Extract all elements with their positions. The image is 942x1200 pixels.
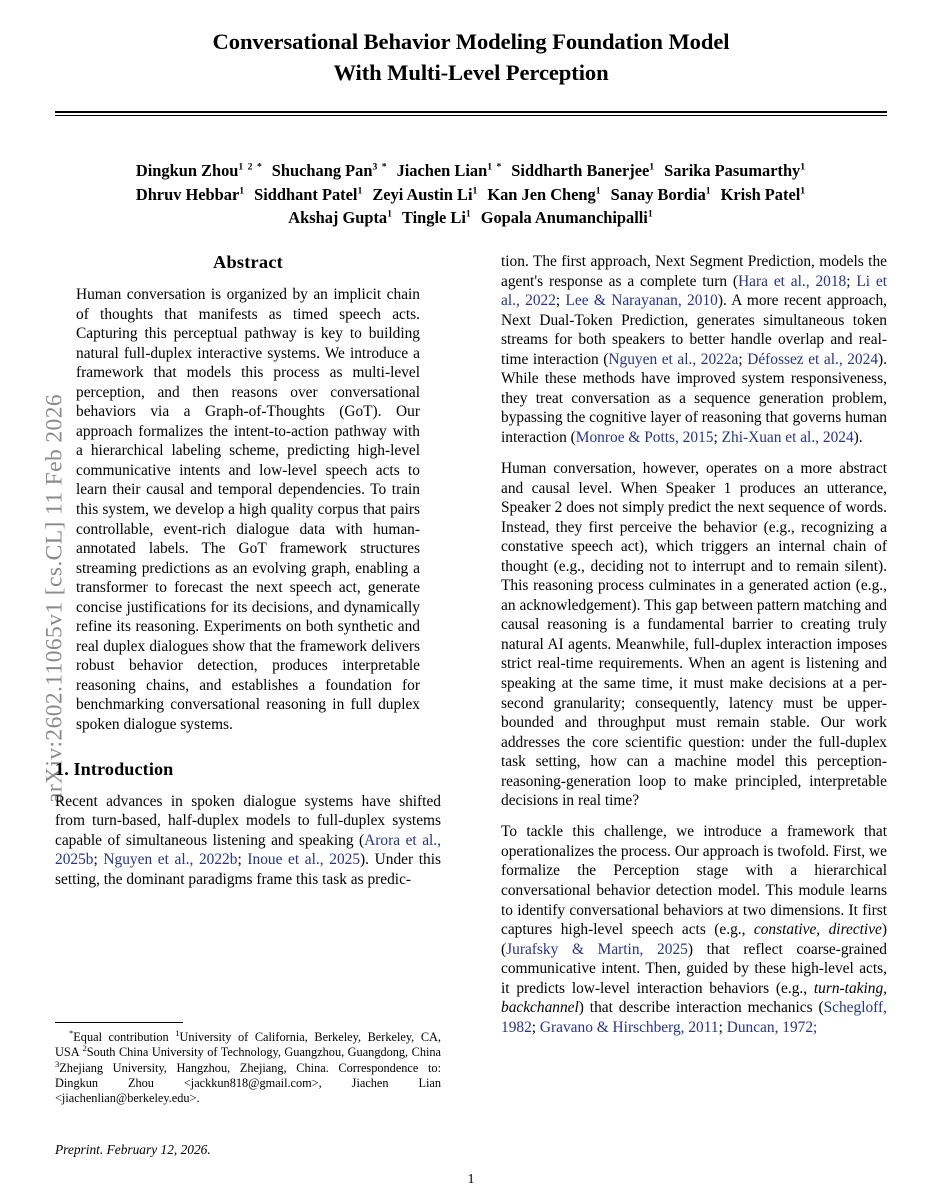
author-affiliation: 1 (705, 185, 712, 197)
rc3-text-f: ; (718, 1018, 727, 1036)
author-affiliation: 3 * (372, 161, 388, 173)
author-line-2 (55, 183, 887, 207)
author-affiliation: 1 (239, 185, 246, 197)
right-column (501, 252, 887, 1167)
citation-link[interactable]: Arora et al., 2025b (55, 831, 441, 869)
author-name: Jiachen Lian (396, 161, 488, 180)
intro-text-c: ; (237, 851, 248, 869)
author-affiliation: 1 (357, 185, 364, 197)
author-line-1 (55, 159, 887, 183)
header-divider (55, 111, 887, 116)
rc3-text-a: To tackle this challenge, we introduce a framework that operationalizes the process. Our approach is twofold. First, we formalize the Perception stage with a hierarchical conversational behavior detection model. This module learns to identify conversational behaviors at two dimensions. It first captures high-level speech acts (e.g., (501, 823, 887, 939)
author-entry (372, 185, 478, 204)
citation-link[interactable]: Hara et al., 2018 (738, 272, 847, 290)
citation-link[interactable]: Schegloff, 1982 (501, 999, 887, 1036)
author-affiliation: 1 (647, 208, 654, 220)
footnote-rule (55, 1022, 183, 1023)
abstract-paragraph: Human conversation is organized by an implicit chain of thoughts that manifests as timed speech acts. Capturing this perceptual pathway is key to building natural full-duplex interactive systems. We introduce a framework that models this process as multi-level perception, and then reasons over conversational behaviors via a Graph-of-Thoughts (GoT). Our approach formalizes the intent-to-action pathway with a hierarchical labeling scheme, predicting high-level communicative intents and low-level speech acts to learn their causal and temporal dependencies. To train this system, we develop a high quality corpus that pairs controllable, event-rich dialogue data with human-annotated labels. The GoT framework structures streaming predictions as an evolving graph, enabling a transformer to forecast the next speech act, generate concise justifications for its decisions, and dynamically refine its reasoning. Experiments on both synthetic and real duplex dialogues show that the framework delivers robust behavior detection, produces interpretable reasoning chains, and establishes a foundation for benchmarking conversational reasoning in full duplex spoken dialogue systems. (76, 286, 420, 734)
rc3-text-c: ) that reflect coarse-grained communicative intent. Then, guided by these high-level acts, it predicts low-level interaction behaviors (e.g., (501, 940, 887, 997)
emphasis-speech-acts: constative, directive (753, 921, 882, 939)
rc-text-e: ; (738, 350, 748, 368)
citation-link[interactable]: Nguyen et al., 2022a (608, 350, 739, 368)
citation-link[interactable]: Zhi-Xuan et al., 2024 (721, 428, 854, 446)
author-affiliation: 1 (800, 185, 807, 197)
footnote-text-a: Equal contribution (73, 1030, 176, 1044)
introduction-paragraph-1 (55, 792, 441, 890)
rc3-text-g: ; (813, 1018, 818, 1036)
footnote-marker-3: 3 (55, 1058, 60, 1069)
footnote-star-marker: * (69, 1027, 74, 1038)
arxiv-stamp-text: arXiv:2602.11065v1 [cs.CL] 11 Feb 2026 (41, 394, 68, 803)
author-block (55, 159, 887, 230)
author-entry (487, 185, 601, 204)
section-heading-introduction: 1. Introduction (55, 758, 174, 779)
author-line-3 (55, 206, 887, 230)
author-name: Akshaj Gupta (288, 208, 388, 227)
citation-link[interactable]: Gravano & Hirschberg, 2011 (539, 1018, 719, 1036)
preprint-notice: Preprint. February 12, 2026. (55, 1142, 211, 1157)
footnote-marker-1: 1 (175, 1027, 180, 1038)
rc3-text-e: ; (531, 1018, 540, 1036)
author-name: Krish Patel (720, 184, 801, 204)
footnote-text-d: Zhejiang University, Hangzhou, Zhejiang, China. Correspondence to: Dingkun Zhou <jackkun818@gmail.com>, Jiachen Lian <jiachenlian@berkeley.edu>. (55, 1060, 441, 1106)
author-name: Tingle Li (401, 208, 466, 227)
author-entry (397, 161, 503, 180)
author-entry (611, 185, 712, 204)
paper-page (55, 0, 887, 1200)
author-affiliation: 1 (387, 208, 393, 220)
rc-text-c: ; (555, 292, 566, 310)
citation-link[interactable]: Inoue et al., 2025 (247, 851, 361, 869)
author-affiliation: 1 (465, 208, 472, 220)
emphasis-interaction-behaviors: turn-taking, backchannel (501, 979, 887, 1017)
rc-text-g: ; (713, 428, 722, 446)
rc3-text-d: ) that describe interaction mechanics ( (578, 999, 824, 1017)
author-affiliation: 1 * (487, 161, 503, 173)
author-affiliation: 1 (800, 161, 807, 173)
rc-text-f: ). While these methods have improved system responsiveness, they treat conversation as a sequence generation problem, bypassing the cognitive layer of reasoning that governs human interaction ( (501, 350, 887, 446)
author-entry (288, 208, 393, 227)
title-line-1: Conversational Behavior Modeling Foundation Model (212, 29, 730, 54)
author-name: Siddharth Banerjee (511, 161, 650, 180)
author-name: Gopala Anumanchipalli (480, 208, 648, 227)
rc3-text-b: ) ( (501, 921, 888, 958)
author-name: Siddhant Patel (254, 184, 358, 204)
citation-link[interactable]: Duncan, 1972 (726, 1018, 814, 1036)
divider-thin (55, 115, 887, 116)
right-paragraph-3 (501, 822, 887, 1037)
rc-text-d: ). A more recent approach, Next Dual-Token Prediction, generates simultaneous token streams for both speakers to better handle overlap and real-time interaction ( (501, 292, 888, 368)
rc-text-b: ; (846, 272, 857, 290)
citation-link[interactable]: Jurafsky & Martin, 2025 (506, 940, 688, 958)
author-affiliation: 1 (472, 185, 479, 197)
citation-link[interactable]: Monroe & Potts, 2015 (575, 428, 714, 446)
author-name: Sanay Bordia (610, 184, 706, 204)
page-number: 1 (467, 1172, 475, 1187)
author-affiliation: 1 (649, 161, 656, 173)
author-name: Kan Jen Cheng (487, 184, 596, 204)
citation-link[interactable]: Défossez et al., 2024 (747, 350, 879, 368)
footnote-text (55, 1027, 442, 1106)
author-entry (136, 185, 245, 204)
author-affiliation: 1 2 * (238, 161, 263, 173)
title-line-2: With Multi-Level Perception (333, 60, 609, 85)
citation-link[interactable]: Nguyen et al., 2022b (103, 851, 238, 869)
author-entry (136, 161, 263, 180)
right-paragraph-2: Human conversation, however, operates on a more abstract and causal level. When Speaker 1 produces an utterance, Speaker 2 does not simply predict the next sequence of words. Instead, they first perceive the behavior (e.g., recognizing a constative speech act), which triggers an internal chain of thought (e.g., deciding not to interrupt and to remain silent). This reasoning process culminates in a generated action (e.g., an acknowledgement). This gap between pattern matching and causal reasoning is a fundamental barrier to creating truly natural AI agents. Meanwhile, full-duplex interaction imposes strict real-time requirements. When an agent is listening and speaking at the same time, it must make decisions at a per-second granularity; consequently, latency must be upper-bounded and throughput must remain stable. Our work addresses the core scientific question: under the full-duplex task setting, how can a machine model this perception-reasoning-generation loop to make principled, interpretable decisions in real time? (501, 459, 887, 810)
abstract-body (76, 285, 420, 735)
author-name: Shuchang Pan (271, 161, 373, 180)
rc-text-h: ). (853, 428, 863, 446)
author-entry (511, 161, 655, 180)
author-entry (721, 185, 807, 204)
intro-text-d: ). Under this setting, the dominant paradigms frame this task as predic- (55, 851, 442, 888)
abstract-heading: Abstract (212, 252, 284, 272)
arxiv-stamp (0, 0, 68, 1200)
footnote-text-b: University of California, Berkeley, Berkeley, CA, USA (55, 1030, 441, 1060)
author-name: Dhruv Hebbar (135, 184, 240, 204)
author-name: Dingkun Zhou (135, 161, 239, 180)
author-affiliation: 1 (595, 185, 602, 197)
intro-text-b: ; (93, 851, 104, 869)
author-entry (664, 161, 806, 180)
citation-link[interactable]: Lee & Narayanan, 2010 (565, 292, 718, 310)
author-entry (272, 161, 388, 180)
citation-link[interactable]: Li et al., 2022 (501, 272, 888, 310)
right-paragraph-1 (501, 252, 887, 447)
footnote-marker-2: 2 (82, 1043, 87, 1054)
intro-text-a: Recent advances in spoken dialogue systems have shifted from turn-based, half-duplex models to full-duplex systems capable of simultaneous listening and speaking ( (55, 792, 441, 849)
author-entry (481, 208, 654, 227)
author-entry (402, 208, 472, 227)
author-name: Sarika Pasumarthy (664, 161, 801, 180)
page-title (55, 0, 887, 88)
author-entry (254, 185, 363, 204)
author-name: Zeyi Austin Li (372, 184, 473, 204)
rc-text-a: tion. The first approach, Next Segment Prediction, models the agent's response as a complete turn ( (501, 253, 887, 290)
footnote-block (55, 1022, 441, 1106)
footnote-text-c: South China University of Technology, Guangzhou, Guangdong, China (86, 1045, 442, 1060)
